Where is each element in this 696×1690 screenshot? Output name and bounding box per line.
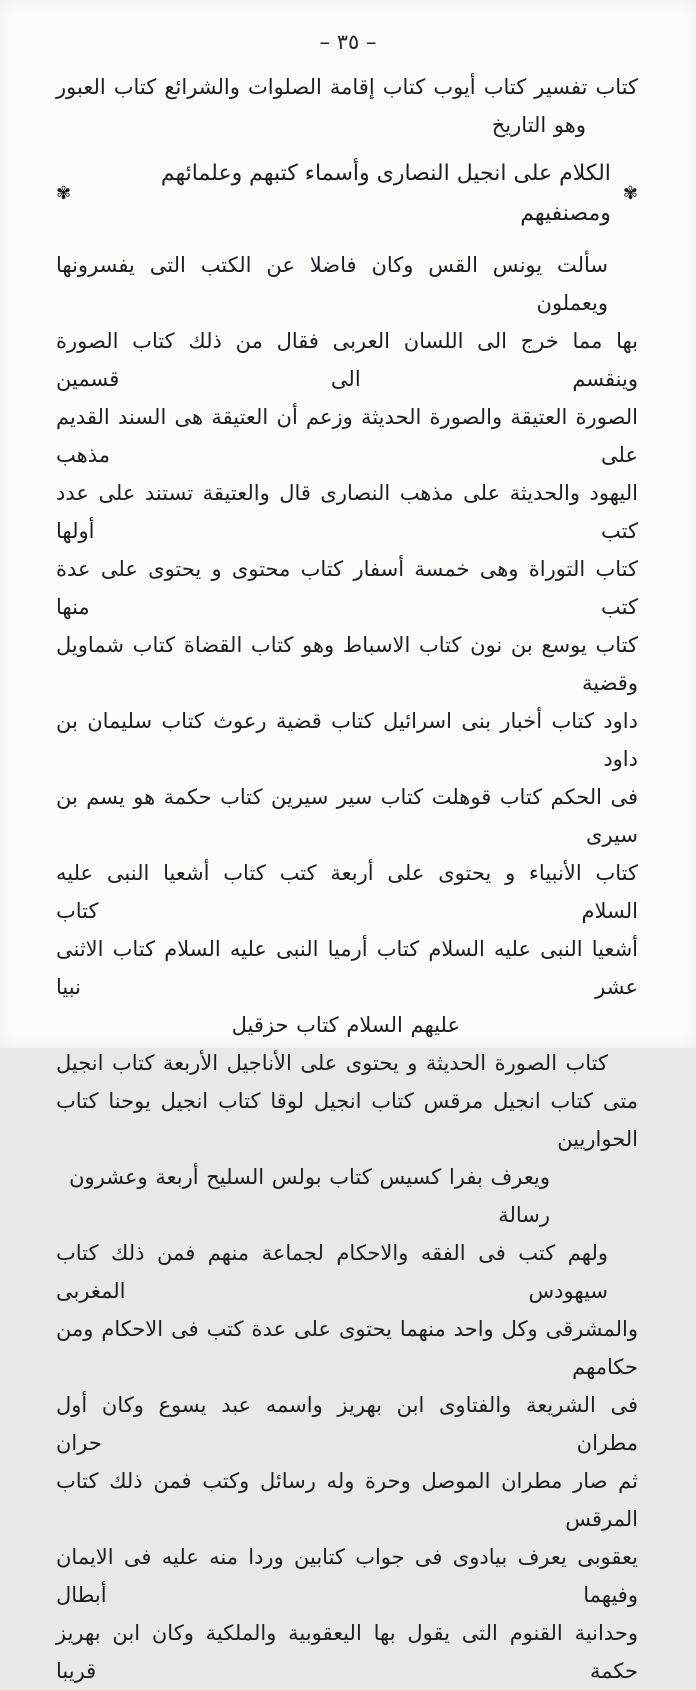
text-line: أشعيا النبى عليه السلام كتاب أرميا النبى عليه السلام كتاب الاثنى عشر نبيا xyxy=(56,937,638,999)
text-line: والمشرقى وكل واحد منهما يحتوى على عدة كتب فى الاحكام ومن حكامهم xyxy=(56,1317,638,1379)
text-line: وحدانية القنوم التى يقول بها اليعقوبية والملكية وكان ابن بهريز حكمة قريبا xyxy=(56,1621,638,1683)
text-line: بها مما خرج الى اللسان العربى فقال من ذلك كتاب الصورة وينقسم الى قسمين xyxy=(56,329,638,391)
text-line: فى الشريعة والفتاوى ابن بهريز واسمه عبد يسوع وكان أول مطران حران xyxy=(56,1393,638,1455)
text-line: ويعرف بفرا كسيس كتاب بولس السليح أربعة وعشرون رسالة xyxy=(69,1165,550,1227)
text-line: كتاب التوراة وهى خمسة أسفار كتاب محتوى و يحتوى على عدة كتب منها xyxy=(56,557,638,619)
text-line: كتاب تفسير كتاب أيوب كتاب إقامة الصلوات والشرائع كتاب العبور xyxy=(56,75,638,99)
text-line: وهو التاريخ xyxy=(491,113,586,137)
text-line: اليهود والحديثة على مذهب النصارى قال والعتيقة تستند على عدد كتب أولها xyxy=(56,481,638,543)
text-line: الصورة العتيقة والصورة الحديثة وزعم أن العتيقة هى السند القديم على مذهب xyxy=(56,405,638,467)
text-line: سألت يونس القس وكان فاضلا عن الكتب التى يفسرونها ويعملون xyxy=(56,253,608,315)
text-line: عليهم السلام كتاب حزقيل xyxy=(231,1013,460,1037)
text-line: ولهم كتب فى الفقه والاحكام لجماعة منهم فمن ذلك كتاب سيهودس المغربى xyxy=(56,1241,608,1303)
page-number: – ٣٥ – xyxy=(319,30,377,54)
text-line: كتاب الأنبياء و يحتوى على أربعة كتب كتاب أشعيا النبى عليه السلام كتاب xyxy=(56,861,638,923)
text-line: كتاب الصورة الحديثة و يحتوى على الأناجيل الأربعة كتاب انجيل xyxy=(56,1051,608,1075)
floral-ornament-icon: ✾ xyxy=(622,183,638,204)
text-line: داود كتاب أخبار بنى اسرائيل كتاب قضية رعوث كتاب سليمان بن داود xyxy=(56,709,638,771)
text-line: ثم صار مطران الموصل وحرة وله رسائل وكتب فمن ذلك كتاب المرقس xyxy=(56,1469,638,1531)
text-line: كتاب يوسع بن نون كتاب الاسباط وهو كتاب القضاة كتاب شماويل وقضية xyxy=(56,633,638,695)
text-line: متى كتاب انجيل مرقس كتاب انجيل لوقا كتاب انجيل يوحنا كتاب الحواريين xyxy=(56,1089,638,1151)
text-line: يعقوبى يعرف بيادوى فى جواب كتابين وردا منه عليه فى الايمان وفيهما أبطال xyxy=(56,1545,638,1607)
section-heading-text: الكلام على انجيل النصارى وأسماء كتبهم وعلمائهم ومصنفيهم xyxy=(160,161,611,226)
page-text-block xyxy=(0,54,696,1690)
text-line: فى الحكم كتاب قوهلت كتاب سير سيرين كتاب حكمة هو يسم بن سيرى xyxy=(56,785,638,847)
floral-ornament-icon: ✾ xyxy=(56,183,72,204)
section-heading xyxy=(56,154,638,234)
